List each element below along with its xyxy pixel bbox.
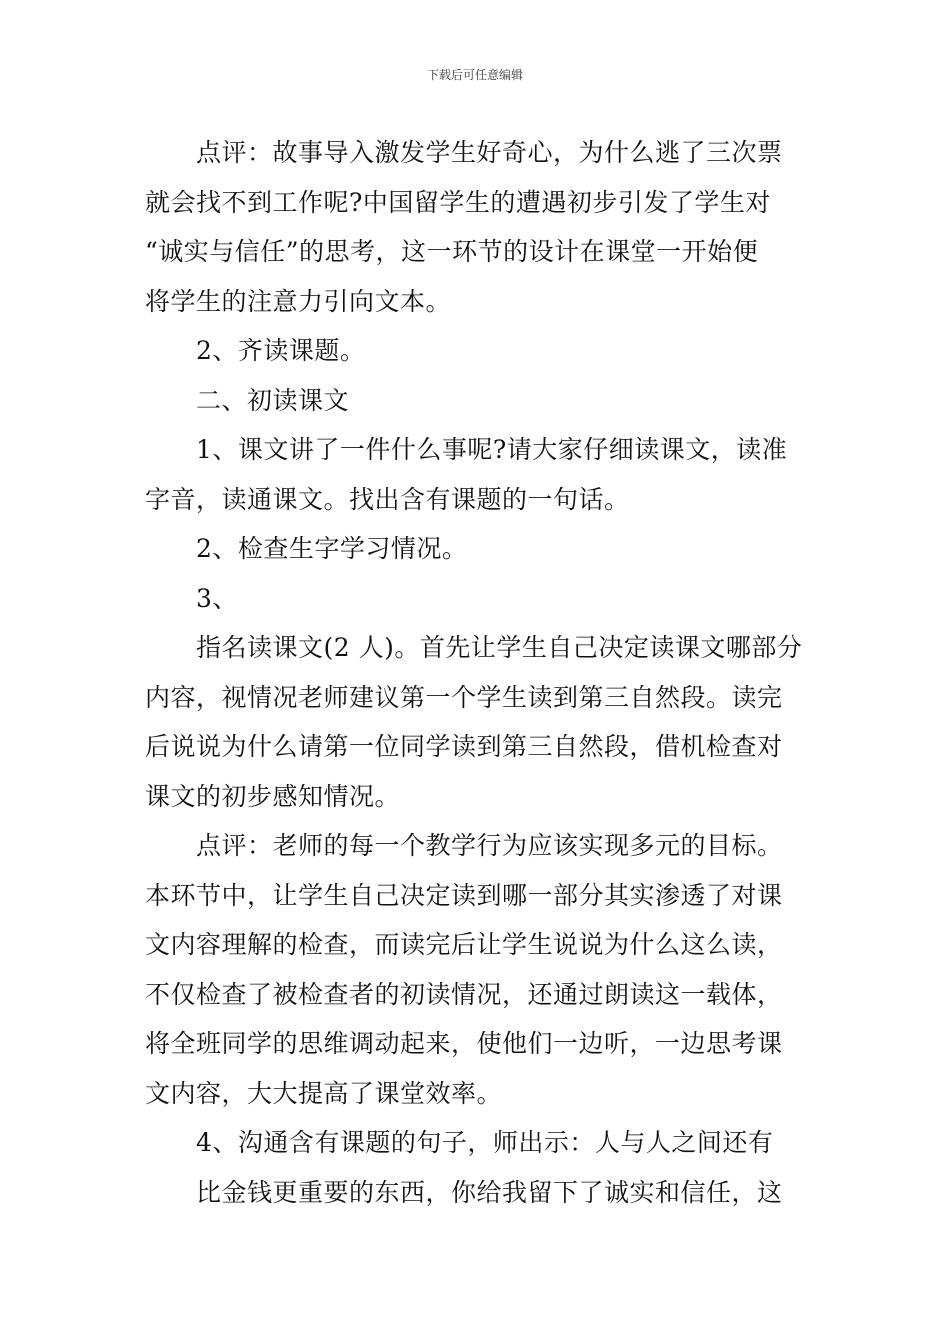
text-line: 比金钱更重要的东西，你给我留下了诚实和信任，这 bbox=[196, 1177, 783, 1207]
document-body bbox=[145, 128, 810, 1217]
paragraph-step-3 bbox=[145, 574, 810, 624]
paragraph-reading bbox=[145, 623, 810, 821]
text-line: 将学生的注意力引向文本。 bbox=[145, 286, 452, 316]
text-line: 3、 bbox=[196, 583, 238, 613]
paragraph-step-1 bbox=[145, 425, 810, 524]
paragraph-review-2 bbox=[145, 821, 810, 1118]
text-line: 本环节中，让学生自己决定读到哪一部分其实渗透了对课 bbox=[145, 880, 783, 910]
text-line: “诚实与信任”的思考，这一环节的设计在课堂一开始便 bbox=[145, 237, 759, 266]
text-line: 点评：故事导入激发学生好奇心，为什么逃了三次票 bbox=[196, 138, 783, 167]
text-line: 文内容，大大提高了课堂效率。 bbox=[145, 1078, 503, 1108]
text-line: 文内容理解的检查，而读完后让学生说说为什么这么读， bbox=[145, 930, 783, 959]
paragraph-step-4 bbox=[145, 1118, 810, 1168]
text-line: 点评：老师的每一个教学行为应该实现多元的目标。 bbox=[196, 831, 783, 860]
page-header: 下载后可任意编辑 bbox=[426, 68, 523, 82]
text-line: 字音，读通课文。找出含有课题的一句话。 bbox=[145, 484, 630, 514]
text-line: 4、沟通含有课题的句子，师出示：人与人之间还有 bbox=[196, 1128, 774, 1157]
text-line: 内容，视情况老师建议第一个学生读到第三自然段。读完 bbox=[145, 682, 783, 712]
text-line: 指名读课文(2 人)。首先让学生自己决定读课文哪部分 bbox=[196, 633, 803, 662]
text-line: 就会找不到工作呢?中国留学生的遭遇初步引发了学生对 bbox=[145, 187, 771, 217]
text-line: 将全班同学的思维调动起来，使他们一边听，一边思考课 bbox=[145, 1029, 783, 1058]
text-line: 2、检查生字学习情况。 bbox=[196, 534, 468, 563]
paragraph-step-2 bbox=[145, 326, 810, 376]
text-line: 二、初读课文 bbox=[196, 385, 350, 415]
paragraph-step-2b bbox=[145, 524, 810, 574]
text-line: 课文的初步感知情况。 bbox=[145, 781, 401, 811]
text-line: 1、课文讲了一件什么事呢?请大家仔细读课文，读准 bbox=[196, 435, 788, 464]
section-heading bbox=[145, 376, 810, 426]
text-line: 后说说为什么请第一位同学读到第三自然段，借机检查对 bbox=[145, 732, 783, 761]
paragraph-review-1 bbox=[145, 128, 810, 326]
text-line: 2、齐读课题。 bbox=[196, 336, 366, 365]
text-line: 不仅检查了被检查者的初读情况，还通过朗读这一载体， bbox=[145, 979, 783, 1009]
paragraph-quote bbox=[145, 1168, 810, 1218]
